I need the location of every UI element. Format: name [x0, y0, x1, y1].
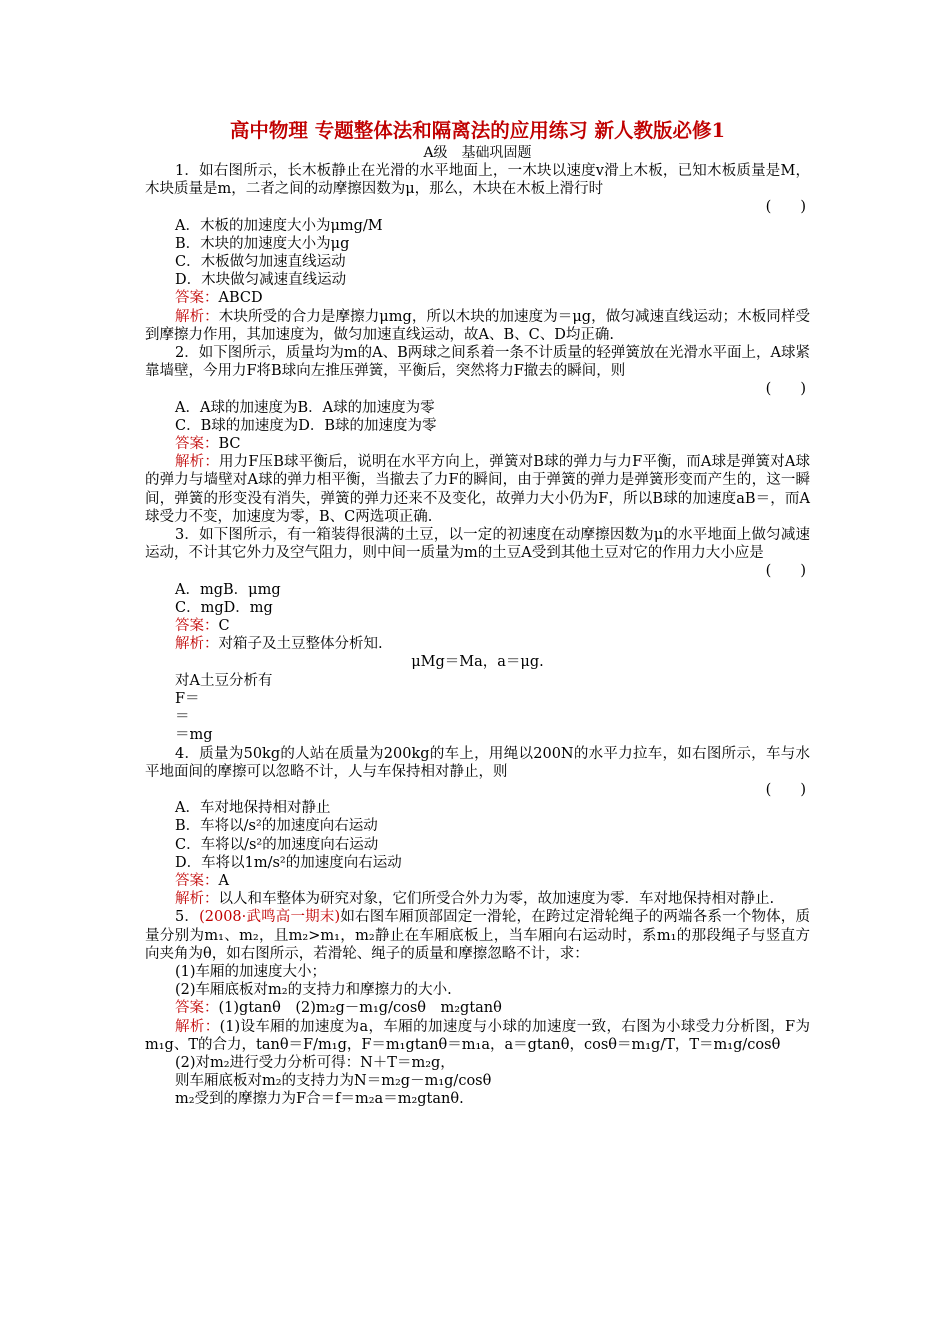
q4-bracket: ( ) [765, 781, 806, 798]
q3-line-4: ＝mg [175, 727, 213, 744]
analysis-label: 解析： [175, 308, 219, 325]
q5-analysis-text: (1)设车厢的加速度为a，车厢的加速度与小球的加速度一致，右图为小球受力分析图，F为m₁g、T的合力，tanθ＝F/m₁g，F＝m₁gtanθ＝m₁a，a＝gtanθ，cosθ＝m₁g/T，T＝m₁g/cosθ [145, 1018, 810, 1053]
q3-line-1: 对A土豆分析有 [175, 672, 273, 689]
q1-option-a: A．木板的加速度大小为μmg/M [175, 217, 383, 234]
q5-sub-1: (1)车厢的加速度大小； [175, 963, 327, 980]
q3-options-row2 [145, 599, 810, 617]
analysis-label: 解析： [175, 454, 219, 471]
q3-answer [145, 617, 810, 635]
q4-stem: 4．质量为50kg的人站在质量为200kg的车上，用绳以200N的水平力拉车，如右图所示，车与水平地面间的摩擦可以忽略不计，人与车保持相对静止，则 [145, 745, 810, 780]
page-title: 高中物理 专题整体法和隔离法的应用练习 新人教版必修1 [229, 119, 726, 142]
q3-option-c: C．mg [175, 599, 224, 616]
q1-option-b: B．木块的加速度大小为μg [175, 235, 350, 252]
q3-equation: μMg＝Ma，a＝μg. [411, 654, 544, 671]
q2-answer-value: BC [218, 436, 241, 453]
q3-option-a: A．mg [175, 581, 224, 598]
q1-stem: 1．如右图所示，长木板静止在光滑的水平地面上，一木块以速度v滑上木板，已知木板质量是M，木块质量是m，二者之间的动摩擦因数为μ，那么，木块在木板上滑行时 [145, 163, 810, 198]
document-page [145, 118, 810, 1109]
q2-stem: 2．如下图所示，质量均为m的A、B两球之间系着一条不计质量的轻弹簧放在光滑水平面上，A球紧靠墙壁，今用力F将B球向左推压弹簧，平衡后，突然将力F撤去的瞬间，则 [145, 345, 810, 380]
q5-stem [145, 908, 810, 963]
q3-stem: 3．如下图所示，有一箱装得很满的土豆，以一定的初速度在动摩擦因数为μ的水平地面上做匀减速运动，不计其它外力及空气阻力，则中间一质量为m的土豆A受到其他土豆对它的作用力大小应是 [145, 527, 810, 562]
q4-option-d: D．车将以1m/s²的加速度向右运动 [175, 854, 402, 871]
analysis-label: 解析： [175, 891, 219, 908]
q3-options-row1 [145, 581, 810, 599]
q2-analysis-text: 用力F压B球平衡后，说明在水平方向上，弹簧对B球的弹力与力F平衡，而A球是弹簧对A球的弹力与墙壁对A球的弹力相平衡，当撤去了力F的瞬间，由于弹簧的弹力是弹簧形变而产生的，这一瞬间，弹簧的形变没有消失，弹簧的弹力还来不及变化，故弹力大小仍为F，所以B球的加速度aB＝，而A球受力不变，加速度为零，B、C两选项正确. [145, 454, 811, 525]
q4-option-a: A．车对地保持相对静止 [175, 800, 331, 817]
q3-analysis-text: 对箱子及土豆整体分析知. [218, 636, 383, 653]
q5-answer [145, 999, 810, 1017]
q4-analysis [145, 890, 810, 908]
section-subtitle: A级 基础巩固题 [423, 145, 532, 161]
q4-analysis-text: 以人和车整体为研究对象，它们所受合外力为零，故加速度为零．车对地保持相对静止. [218, 891, 775, 908]
answer-label: 答案： [175, 290, 219, 307]
answer-label: 答案： [175, 872, 219, 889]
q1-bracket: ( ) [765, 199, 806, 216]
q3-option-d: D．mg [223, 599, 273, 616]
q5-number: 5． [175, 909, 200, 926]
q5-analysis [145, 1018, 810, 1054]
q3-bracket: ( ) [765, 563, 806, 580]
q2-option-c: C．B球的加速度为 [175, 417, 299, 434]
q4-answer [145, 872, 810, 890]
q5-step-2c: m₂受到的摩擦力为F合＝f＝m₂a＝m₂gtanθ. [175, 1091, 464, 1108]
q2-bracket: ( ) [765, 381, 806, 398]
q1-answer [145, 289, 810, 307]
q2-option-d: D．B球的加速度为零 [298, 417, 437, 434]
q4-option-c: C．车将以/s²的加速度向右运动 [175, 836, 379, 853]
q4-answer-value: A [218, 872, 229, 889]
q5-answer-value: (1)gtanθ (2)m₂g－m₁g/cosθ m₂gtanθ [218, 1000, 502, 1017]
q5-stem-text: 如右图车厢顶部固定一滑轮，在跨过定滑轮绳子的两端各系一个物体，质量分别为m₁、m₂，且m₂>m₁，m₂静止在车厢底板上，当车厢向右运动时，系m₁的那段绳子与竖直方向夹角为θ，如右图所示，若滑轮、绳子的质量和摩擦忽略不计，求： [145, 909, 810, 962]
q2-options-row1 [145, 399, 810, 417]
q2-analysis [145, 453, 810, 526]
analysis-label: 解析： [175, 636, 219, 653]
q1-analysis-text: 木块所受的合力是摩擦力μmg，所以木块的加速度为＝μg，做匀减速直线运动；木板同样受到摩擦力作用，其加速度为，做匀加速直线运动，故A、B、C、D均正确. [145, 308, 810, 343]
q1-option-c: C．木板做匀加速直线运动 [175, 254, 346, 271]
q2-answer [145, 435, 810, 453]
q2-option-b: B．A球的加速度为零 [297, 399, 435, 416]
q2-option-a: A．A球的加速度为 [175, 399, 298, 416]
q3-analysis [145, 635, 810, 653]
q3-line-3: ＝ [175, 709, 190, 726]
q5-source: (2008·武鸣高一期末) [199, 909, 341, 926]
q1-option-d: D．木块做匀减速直线运动 [175, 272, 347, 289]
answer-label: 答案： [175, 1000, 219, 1017]
q5-step-2b: 则车厢底板对m₂的支持力为N＝m₂g－m₁g/cosθ [175, 1073, 492, 1090]
q3-line-2: F＝ [175, 690, 200, 707]
q3-answer-value: C [218, 618, 230, 635]
analysis-label: 解析： [175, 1018, 220, 1035]
q4-option-b: B．车将以/s²的加速度向右运动 [175, 818, 378, 835]
q1-analysis [145, 308, 810, 344]
answer-label: 答案： [175, 436, 219, 453]
q5-step-2a: (2)对m₂进行受力分析可得：N＋T＝m₂g， [175, 1054, 455, 1071]
q3-option-b: B．μmg [223, 581, 281, 598]
q5-sub-2: (2)车厢底板对m₂的支持力和摩擦力的大小. [175, 982, 452, 999]
answer-label: 答案： [175, 618, 219, 635]
q2-options-row2 [145, 417, 810, 435]
q1-answer-value: ABCD [218, 290, 263, 307]
